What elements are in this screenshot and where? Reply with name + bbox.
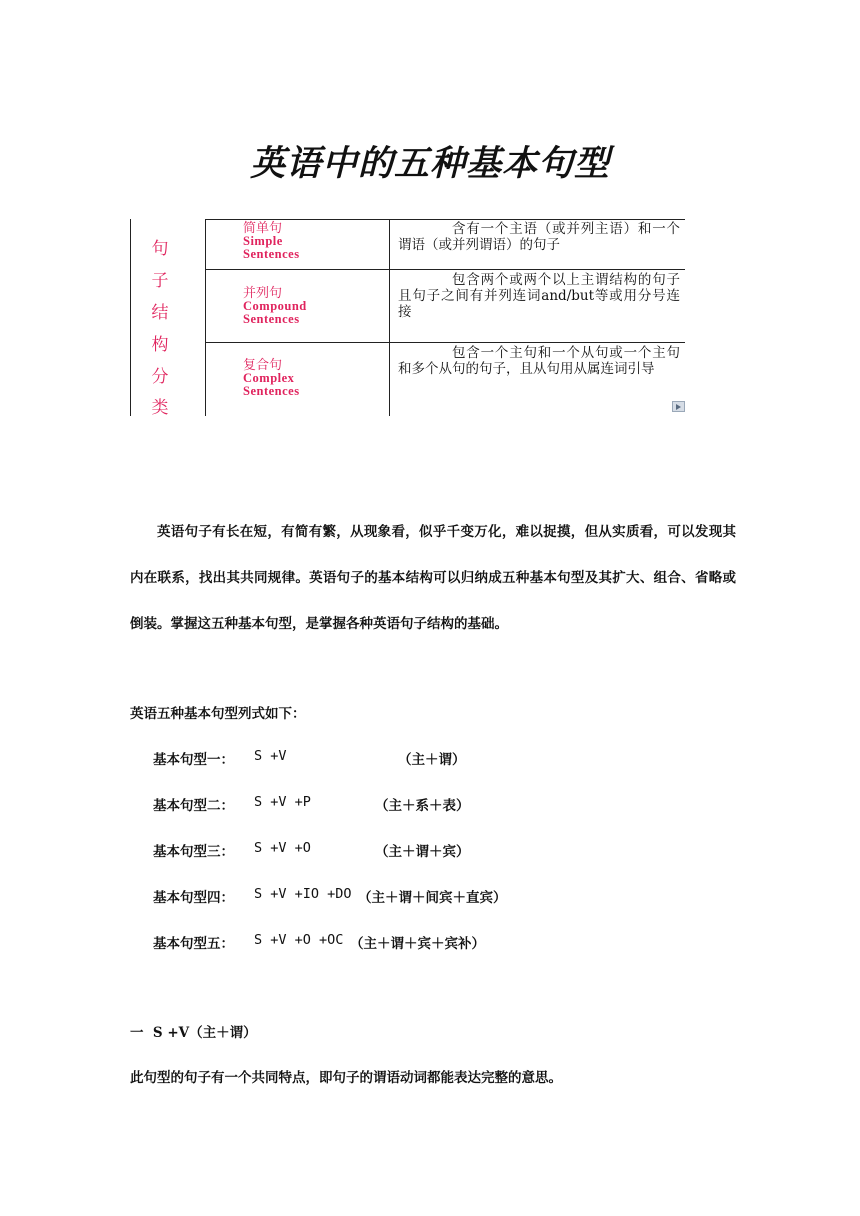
description-simple: 含有一个主语（或并列主语）和一个谓语（或并列谓语）的句子: [398, 221, 680, 253]
pattern-label: 基本句型一：: [153, 752, 234, 768]
row-label-char: 子: [151, 271, 169, 291]
row-label-char: 类: [151, 398, 169, 418]
pattern-label: 基本句型二：: [153, 798, 234, 814]
type-name-en: Simple: [243, 234, 283, 248]
type-name-zh: 简单句: [243, 221, 283, 236]
pattern-gloss: （主＋系＋表）: [375, 798, 470, 814]
figure-row-divider-2: [205, 342, 685, 343]
row-label-char: 结: [151, 303, 169, 323]
pattern-gloss: （主＋谓＋宾＋宾补）: [350, 936, 485, 952]
row-label-char: 构: [151, 335, 169, 355]
sentence-type-simple: [243, 222, 383, 261]
description-compound: 包含两个或两个以上主谓结构的句子且句子之间有并列连词and/but等或用分号连接: [398, 272, 680, 320]
pattern-formula: S +V: [254, 748, 287, 764]
row-label-char: 句: [151, 239, 169, 259]
figure-row-divider-1: [205, 269, 685, 270]
pattern-gloss: （主＋谓＋间宾＋直宾）: [358, 890, 507, 906]
document-title: 英语中的五种基本句型: [249, 143, 610, 184]
figure-divider-1: [205, 219, 206, 416]
type-name-en: Compound: [243, 299, 307, 313]
row-label-char: 分: [151, 367, 169, 387]
pattern-label: 基本句型五：: [153, 936, 234, 952]
section-heading: 一 S +V（主＋谓）: [130, 1025, 257, 1041]
type-name-en: Sentences: [243, 312, 300, 326]
list-heading: 英语五种基本句型列式如下：: [130, 706, 306, 722]
pattern-formula: S +V +O: [254, 840, 311, 856]
pattern-label: 基本句型三：: [153, 844, 234, 860]
play-icon[interactable]: [672, 401, 685, 412]
pattern-label: 基本句型四：: [153, 890, 234, 906]
type-name-en: Sentences: [243, 247, 300, 261]
pattern-gloss: （主＋谓）: [398, 752, 466, 768]
pattern-formula: S +V +P: [254, 794, 311, 810]
intro-paragraph: 英语句子有长在短，有简有繁，从现象看，似乎千变万化，难以捉摸，但从实质看，可以发现其内在联系，找出其共同规律。英语句子的基本结构可以归纳成五种基本句型及其扩大、组合、省略或倒装。掌握这五种基本句型，是掌握各种英语句子结构的基础。: [130, 524, 736, 632]
description-complex: 包含一个主句和一个从句或一个主句和多个从句的句子，且从句用从属连词引导: [398, 345, 680, 377]
figure-border-top: [205, 219, 685, 220]
sentence-classification-figure: [130, 219, 685, 416]
figure-divider-2: [389, 219, 390, 416]
section-text: 此句型的句子有一个共同特点，即句子的谓语动词都能表达完整的意思。: [130, 1070, 562, 1086]
sentence-type-complex: [243, 359, 383, 398]
type-name-en: Sentences: [243, 384, 300, 398]
type-name-zh: 并列句: [243, 286, 283, 301]
pattern-gloss: （主＋谓＋宾）: [375, 844, 470, 860]
pattern-formula: S +V +IO +DO: [254, 886, 352, 902]
pattern-formula: S +V +O +OC: [254, 932, 344, 948]
type-name-zh: 复合句: [243, 358, 283, 373]
sentence-type-compound: [243, 287, 383, 326]
type-name-en: Complex: [243, 371, 295, 385]
